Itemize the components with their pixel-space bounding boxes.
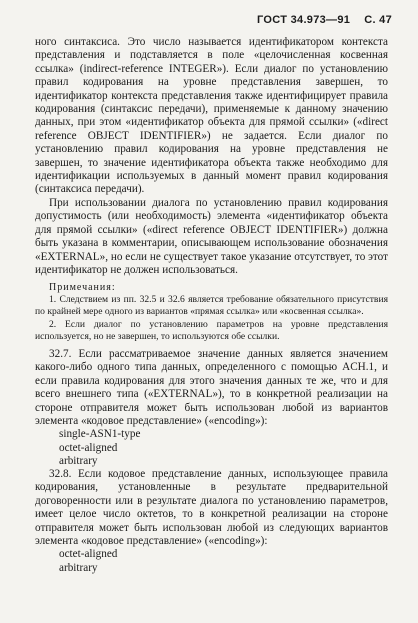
page-number: С. 47 — [364, 14, 392, 26]
page-body — [35, 36, 388, 575]
list-item: arbitrary — [59, 561, 98, 574]
paragraph-dialog-usage: При использовании диалога по установлению правил кодирования допустимость (или необходимость) элемента «идентификатор объекта для прямой ссылки» («direct reference OBJECT IDENTIFIER») должна быть указана в комментарии, описывающем использование обозначения «EXTERNAL», но если не существует такое указание отсутствует, то этот идентификатор не должен использоваться. — [35, 196, 388, 276]
paragraph-continuation: ного синтаксиса. Это число называется идентификатором контекста представления и подставляется в поле «целочисленная косвенная ссылка» (indirect-reference INTEGER»). Если диалог по установлению правил кодирования на уровне представления завершен, то идентификатор контекста представления также идентифицирует правила кодирования (синтаксис передачи), применяемые к данному значению данных, при этом «идентификатор объекта для прямой ссылки» («direct reference OBJECT IDENTIFIER») не задается. Если диалог по установлению правил кодирования на уровне представления не завершен, то значение идентификатора объекта также необходимо для идентификации используемых в данный момент правил кодирования (синтаксиса передачи). — [35, 36, 388, 196]
notes-title: Примечания: — [49, 282, 116, 294]
note-2: 2. Если диалог по установлению параметров на уровне представления используется, но не завершен, то используются обе ссылки. — [35, 319, 388, 342]
section-32-8: 32.8. Если кодовое представление данных, использующее правила кодирования, установленные в результате предварительной договоренности или в результате диалога по установлению параметров, имеет целое число октетов, то в конкретной реализации на стороне отправителя может быть использован любой из следующих вариантов элемента «кодовое представление» («encoding»): — [35, 467, 388, 548]
list-item: octet-aligned — [59, 548, 118, 561]
page-header — [257, 14, 392, 26]
section-32-8-options — [35, 548, 388, 574]
list-item: single-ASN1-type — [59, 428, 141, 441]
list-item: octet-aligned — [59, 441, 118, 454]
list-item: arbitrary — [59, 454, 98, 467]
standard-number: ГОСТ 34.973—91 — [257, 14, 351, 26]
section-32-7-options — [35, 428, 388, 468]
section-32-7: 32.7. Если рассматриваемое значение данных является значением какого-либо одного типа данных, определенного с помощью ACH.1, и если правила кодирования для этого значения данных те же, что и для всего внешнего типа («EXTERNAL»), то в конкретной реализации на стороне отправителя может быть использован любой из вариантов элемента «кодовое представление» («encoding»): — [35, 347, 388, 427]
note-1: 1. Следствием из пп. 32.5 и 32.6 является требование обязательного присутствия по крайней мере одного из вариантов «прямая ссылка» или «косвенная ссылка». — [35, 294, 388, 317]
